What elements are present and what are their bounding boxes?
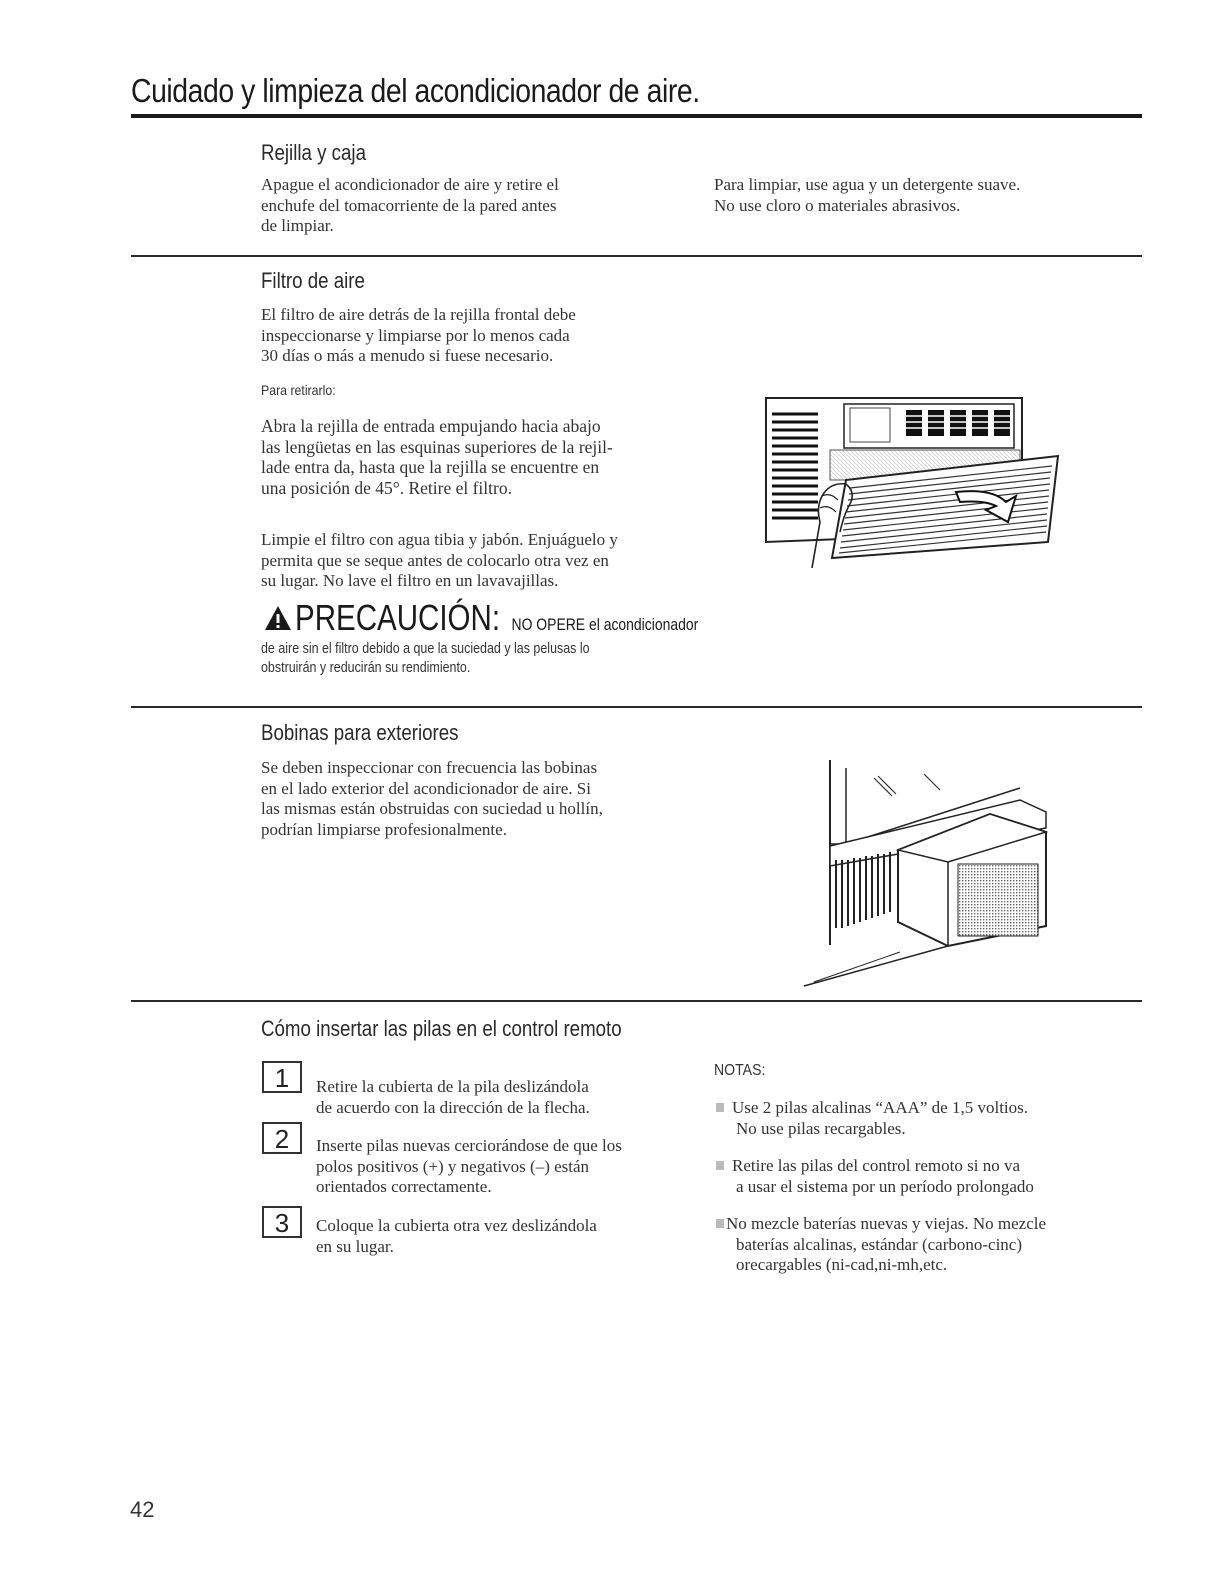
filter-clean-text	[261, 530, 711, 592]
text-line: enchufe del tomacorriente de la pared antes	[261, 195, 557, 215]
text-line: Se deben inspeccionar con frecuencia las bobinas	[261, 758, 598, 777]
text-line: de limpiar.	[261, 216, 334, 235]
text-line: El filtro de aire detrás de la rejilla frontal debe	[261, 305, 576, 324]
text-line: su lugar. No lave el filtro en un lavavajillas.	[261, 571, 559, 590]
text-line: en el lado exterior del acondicionador de aire. Si	[261, 778, 591, 798]
text-line: No mezcle baterías nuevas y viejas. No mezcle	[726, 1214, 1047, 1233]
text-line: permita que se seque antes de colocarlo otra vez en	[261, 550, 609, 570]
note-1	[716, 1098, 1136, 1139]
text-line: Para limpiar, use agua y un detergente suave.	[714, 175, 1021, 194]
grille-left-text	[261, 175, 691, 237]
text-line: No use pilas recargables.	[736, 1118, 906, 1138]
text-line: orientados correctamente.	[316, 1177, 492, 1196]
step-number-1: 1	[262, 1061, 302, 1093]
text-line: a usar el sistema por un período prolongado	[736, 1176, 1034, 1196]
step-text-1	[316, 1077, 696, 1118]
text-line: las lengüetas en las esquinas superiores de la rejil-	[261, 436, 613, 457]
text-line: podrían limpiarse profesionalmente.	[261, 819, 507, 839]
bullet-icon	[716, 1161, 724, 1170]
coils-heading: Bobinas para exteriores	[261, 720, 459, 745]
page-title: Cuidado y limpieza del acondicionador de aire.	[131, 72, 700, 109]
text-line: orecargables (ni-cad,ni-mh,etc.	[736, 1255, 948, 1274]
text-line: baterías alcalinas, estándar (carbono-cinc)	[736, 1234, 1023, 1254]
note-3	[716, 1214, 1146, 1276]
section-divider	[131, 706, 1142, 708]
bullet-icon	[716, 1219, 724, 1228]
filter-heading: Filtro de aire	[261, 268, 365, 293]
caution-lead: NO OPERE el acondicionador	[511, 615, 699, 634]
caution-label	[295, 597, 699, 638]
filter-remove-text	[261, 416, 711, 498]
grille-heading: Rejilla y caja	[261, 140, 366, 165]
filter-intro-text	[261, 305, 701, 367]
text-line: Coloque la cubierta otra vez deslizándola	[316, 1216, 597, 1235]
text-line: las mismas están obstruidas con suciedad u hollín,	[261, 799, 603, 818]
text-line: Retire la cubierta de la pila deslizándola	[316, 1077, 589, 1096]
text-line: en su lugar.	[316, 1236, 394, 1256]
text-line: de aire sin el filtro debido a que la suciedad y las pelusas lo	[261, 641, 590, 657]
section-divider	[131, 1000, 1142, 1002]
text-line: inspeccionarse y limpiarse por lo menos cada	[261, 325, 570, 345]
text-line: 30 días o más a menudo si fuese necesario.	[261, 346, 554, 365]
coils-text	[261, 758, 701, 840]
step-text-2	[316, 1136, 706, 1198]
section-divider	[131, 255, 1142, 257]
page-number: 42	[130, 1497, 155, 1522]
note-2	[716, 1156, 1136, 1197]
title-rule	[131, 114, 1142, 118]
text-line: lade entra da, hasta que la rejilla se encuentre en	[261, 457, 600, 477]
text-line: No use cloro o materiales abrasivos.	[714, 195, 961, 215]
warning-icon	[264, 604, 292, 632]
text-line: Retire las pilas del control remoto si no va	[732, 1156, 1020, 1175]
step-number-2: 2	[262, 1122, 302, 1154]
caution-body	[261, 640, 590, 678]
notes-label: NOTAS:	[714, 1062, 766, 1079]
caution-word: PRECAUCIÓN:	[295, 597, 501, 638]
ac-window-exterior-illustration	[800, 760, 1060, 988]
text-line: Abra la rejilla de entrada empujando hacia abajo	[261, 416, 601, 436]
text-line: de acuerdo con la dirección de la flecha.	[316, 1097, 590, 1117]
text-line: Use 2 pilas alcalinas “AAA” de 1,5 voltios.	[732, 1098, 1029, 1117]
text-line: polos positivos (+) y negativos (–) están	[316, 1156, 590, 1176]
bullet-icon	[716, 1103, 724, 1112]
grille-right-text	[714, 175, 1134, 216]
step-text-3	[316, 1216, 696, 1257]
batteries-heading: Cómo insertar las pilas en el control remoto	[261, 1016, 622, 1041]
ac-filter-removal-illustration	[760, 392, 1062, 570]
text-line: Limpie el filtro con agua tibia y jabón. Enjuáguelo y	[261, 530, 618, 549]
text-line: obstruirán y reducirán su rendimiento.	[261, 660, 471, 676]
text-line: una posición de 45°. Retire el filtro.	[261, 477, 512, 498]
remove-sublabel: Para retirarlo:	[261, 382, 336, 398]
step-number-3: 3	[262, 1206, 302, 1238]
text-line: Apague el acondicionador de aire y retire el	[261, 175, 559, 194]
text-line: Inserte pilas nuevas cerciorándose de que los	[316, 1136, 622, 1155]
